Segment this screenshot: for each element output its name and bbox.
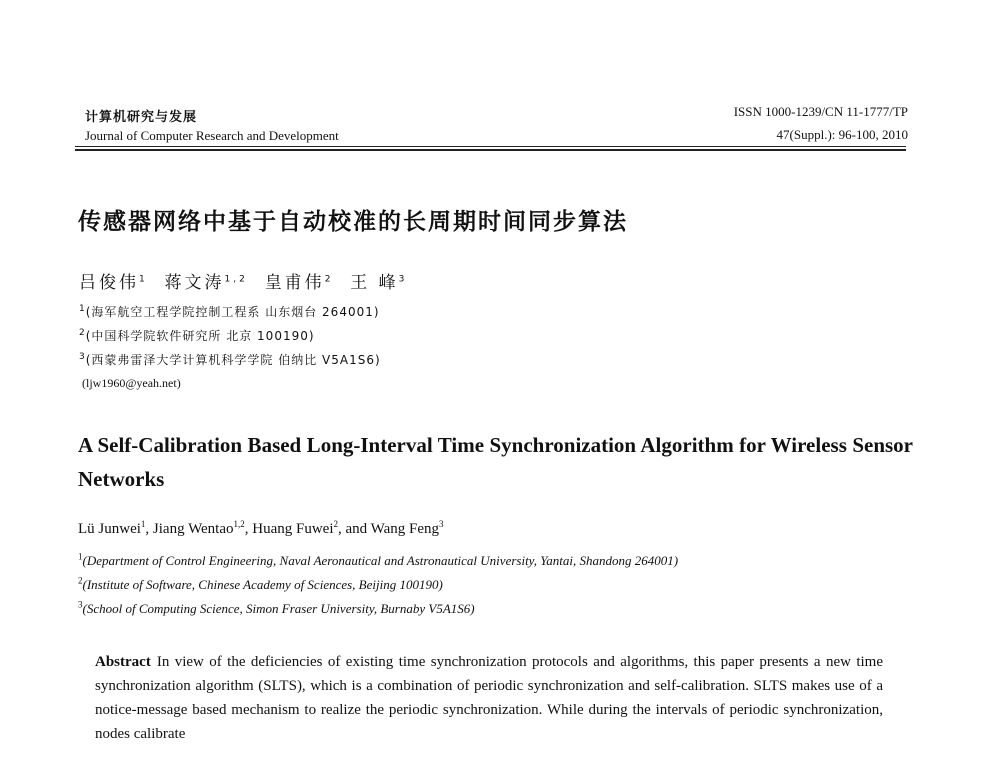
affiliation-en-2: $^2$(Institute of Software, Chinese Academy of Sciences, Beijing 100190) xyxy=(78,575,443,592)
author-en: Jiang Wentao$^{1,2}$ xyxy=(152,519,245,537)
paper-title-cn: 传感器网络中基于自动校准的长周期时间同步算法 xyxy=(78,209,628,235)
issn-line: ISSN 1000-1239/CN 11-1777/TP xyxy=(733,104,908,119)
journal-name-cn: 计算机研究与发展 xyxy=(85,110,198,125)
author-cn: 王 峰$^3$ xyxy=(350,273,408,293)
affiliation-cn-3: $^3$(西蒙弗雷泽大学计算机科学学院 伯纳比 V5A1S6) xyxy=(79,352,381,367)
abstract xyxy=(95,650,883,746)
header-rule-thin xyxy=(75,146,906,147)
author-en: and Wang Feng$^3$ xyxy=(345,519,444,537)
author-cn: 皇甫伟$^2$ xyxy=(264,273,334,293)
affiliation-en-1: $^1$(Department of Control Engineering, Naval Aeronautical and Astronautical University, Yantai, Shandong 264001) xyxy=(78,551,679,568)
journal-name-en: Journal of Computer Research and Development xyxy=(85,128,339,143)
author-en: Huang Fuwei$^2$ xyxy=(252,519,339,537)
author-list-en: Lü Junwei$^1$, Jiang Wentao$^{1,2}$, Huang Fuwei$^2$, and Wang Feng$^3$ xyxy=(78,519,444,537)
affiliation-cn-1: $^1$(海军航空工程学院控制工程系 山东烟台 264001) xyxy=(79,304,380,319)
author-email: (ljw1960@yeah.net) xyxy=(82,376,181,390)
author-en: Lü Junwei$^1$ xyxy=(78,519,146,537)
author-list-cn xyxy=(79,268,407,293)
paper-title-en: A Self-Calibration Based Long-Interval Time Synchronization Algorithm for Wireless Sensor Networks xyxy=(78,433,913,491)
header-rule-thick xyxy=(75,149,906,151)
affiliation-cn-2: $^2$(中国科学院软件研究所 北京 100190) xyxy=(79,328,315,343)
author-cn: 蒋文涛$^{1,2}$ xyxy=(164,273,248,293)
abstract-text: In view of the deficiencies of existing time synchronization protocols and algorithms, this paper presents a new time synchronization algorithm (SLTS), which is a combination of periodic synchronization and self-calibration. SLTS makes use of a notice-message based mechanism to realize the periodic synchronization. While during the intervals of periodic synchronization, nodes calibrate xyxy=(95,654,883,742)
abstract-label: Abstract xyxy=(95,654,151,670)
volume-pages-year: 47(Suppl.): 96-100, 2010 xyxy=(776,127,908,142)
author-cn: 吕俊伟$^1$ xyxy=(79,273,148,293)
affiliation-en-3: $^3$(School of Computing Science, Simon Fraser University, Burnaby V5A1S6) xyxy=(78,599,475,616)
